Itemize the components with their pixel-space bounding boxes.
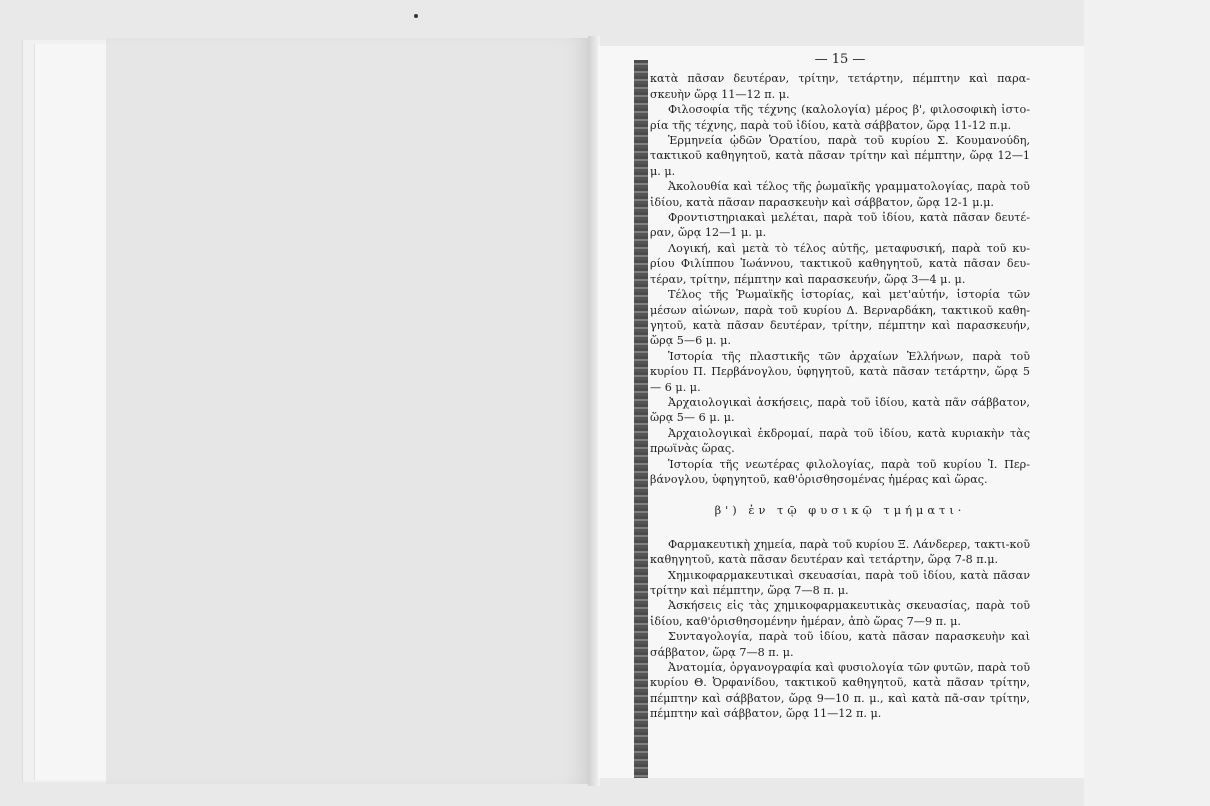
- paragraph: κατὰ πᾶσαν δευτέραν, τρίτην, τετάρτην, πέμπτην καὶ παρα-σκευὴν ὥρᾳ 11—12 π. μ.: [650, 72, 1030, 101]
- paragraph: Ἀρχαιολογικαὶ ἐκδρομαί, παρὰ τοῦ ἰδίου, κατὰ κυριακὴν τὰς πρωϊνὰς ὥρας.: [650, 426, 1030, 456]
- paragraph: Ἀρχαιολογικαὶ ἀσκήσεις, παρὰ τοῦ ἰδίου, κατὰ πᾶν σάββατον, ὥρᾳ 5— 6 μ. μ.: [650, 395, 1030, 425]
- paragraph: Φαρμακευτικὴ χημεία, παρὰ τοῦ κυρίου Ξ. Λάνδερερ, τακτι-κοῦ καθηγητοῦ, κατὰ πᾶσαν δευτέραν καὶ τετάρτην, ὥρᾳ 7-8 π.μ.: [650, 537, 1030, 567]
- right-page-text: [650, 52, 1030, 722]
- paragraph: Ἑρμηνεία ᾠδῶν Ὁρατίου, παρὰ τοῦ κυρίου Σ. Κουμανούδη, τακτικοῦ καθηγητοῦ, κατὰ πᾶσαν τρίτην καὶ πέμπτην, ὥρᾳ 12—1 μ. μ.: [650, 134, 1030, 178]
- section-heading: β') ἐν τῷ φυσικῷ τμήματι·: [714, 503, 966, 518]
- paragraph: Χημικοφαρμακευτικαὶ σκευασίαι, παρὰ τοῦ ἰδίου, κατὰ πᾶσαν τρίτην καὶ πέμπτην, ὥρᾳ 7—8 π. μ.: [650, 568, 1030, 597]
- paragraph: Ἀσκήσεις εἰς τὰς χημικοφαρμακευτικὰς σκευασίας, παρὰ τοῦ ἰδίου, καθ'ὁρισθησομένην ἡμέραν, ἀπὸ ὥρας 7—9 π. μ.: [650, 599, 1030, 628]
- paragraph: Τέλος τῆς Ῥωμαϊκῆς ἱστορίας, καὶ μετ'αὐτήν, ἱστορία τῶν μέσων αἰώνων, παρὰ τοῦ κυρίου Δ. Βερναρδάκη, τακτικοῦ καθη-γητοῦ, κατὰ πᾶσαν δευτέραν, τρίτην, πέμπτην καὶ παρασκευήν, ὥρᾳ 5—6 μ. μ.: [650, 288, 1030, 348]
- paragraph: Λογική, καὶ μετὰ τὸ τέλος αὐτῆς, μεταφυσική, παρὰ τοῦ κυ-ρίου Φιλίππου Ἰωάννου, τακτικοῦ καθηγητοῦ, κατὰ πᾶσαν δευ-τέραν, τρίτην, πέμπτην καὶ παρασκευήν, ὥρᾳ 3—4 μ. μ.: [650, 241, 1030, 286]
- dust-speck: [414, 14, 418, 18]
- paragraph: Φιλοσοφία τῆς τέχνης (καλολογία) μέρος β', φιλοσοφικὴ ἱστο-ρία τῆς τέχνης, παρὰ τοῦ ἰδίου, κατὰ σάββατον, ὥρᾳ 11-12 π.μ.: [650, 103, 1030, 132]
- page-stack-edge-inner: [34, 44, 115, 780]
- left-page-blank: [106, 38, 590, 784]
- photocopy-edge-shadow: [634, 60, 648, 778]
- paragraph: Φροντιστηριακαὶ μελέται, παρὰ τοῦ ἰδίου, κατὰ πᾶσαν δευτέ-ραν, ὥρᾳ 12—1 μ. μ.: [650, 211, 1030, 240]
- paragraph: Συνταγολογία, παρὰ τοῦ ἰδίου, κατὰ πᾶσαν παρασκευὴν καὶ σάββατον, ὥρᾳ 7—8 π. μ.: [650, 630, 1030, 659]
- scan-right-margin: [1084, 0, 1210, 806]
- paragraph: Ἀνατομία, ὀργανογραφία καὶ φυσιολογία τῶν φυτῶν, παρὰ τοῦ κυρίου Θ. Ὀρφανίδου, τακτικοῦ καθηγητοῦ, κατὰ πᾶσαν τρίτην, πέμπτην καὶ σάββατον, ὥρᾳ 9—10 π. μ., καὶ κατὰ πᾶ-σαν τρίτην, πέμπτην καὶ σάββατον, ὥρᾳ 11—12 π. μ.: [650, 661, 1030, 721]
- paragraph: Ἱστορία τῆς νεωτέρας φιλολογίας, παρὰ τοῦ κυρίου Ἰ. Περ-βάνογλου, ὑφηγητοῦ, καθ'ὁρισθησομένας ἡμέρας καὶ ὥρας.: [650, 457, 1030, 486]
- page-number: — 15 —: [814, 52, 866, 67]
- paragraph: Ἀκολουθία καὶ τέλος τῆς ῥωμαϊκῆς γραμματολογίας, παρὰ τοῦ ἰδίου, κατὰ πᾶσαν παρασκευὴν καὶ σάββατον, ὥρᾳ 12-1 μ.μ.: [650, 180, 1030, 209]
- paragraph: Ἱστορία τῆς πλαστικῆς τῶν ἀρχαίων Ἑλλήνων, παρὰ τοῦ κυρίου Π. Περβάνογλου, ὑφηγητοῦ, κατὰ πᾶσαν τετάρτην, ὥρᾳ 5— 6 μ. μ.: [650, 349, 1030, 394]
